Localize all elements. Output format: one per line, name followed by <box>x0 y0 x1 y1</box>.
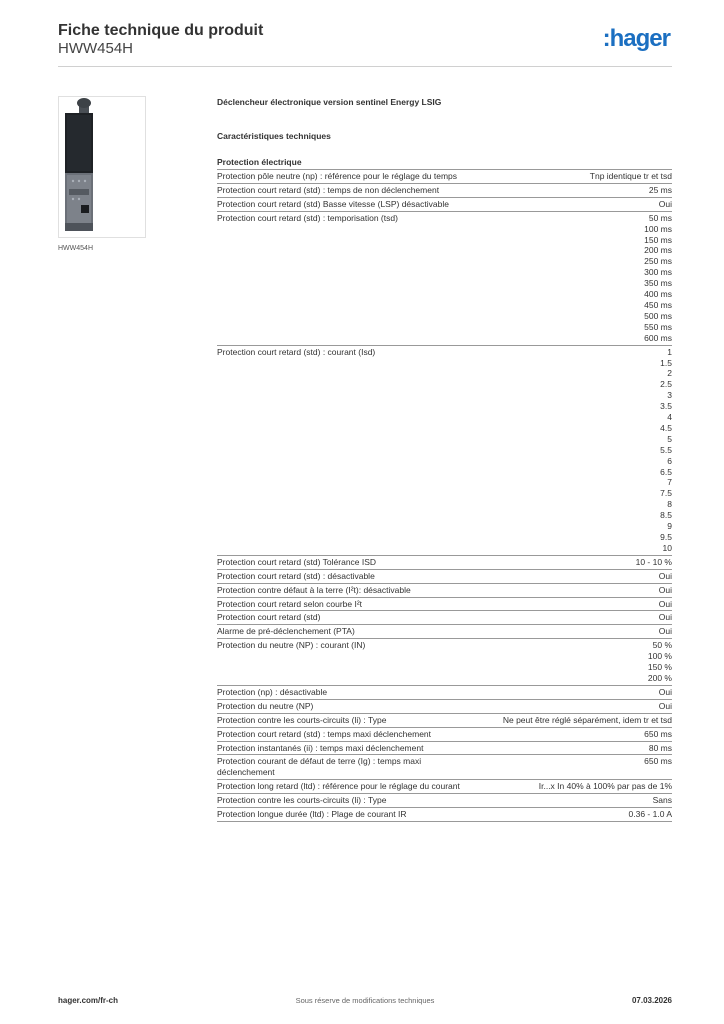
spec-label: Protection courant de défaut de terre (Ig) : temps maxi déclenchement <box>217 756 422 778</box>
svg-text::hager: :hager <box>602 26 670 52</box>
spec-label: Protection court retard (std) : temporisation (tsd) <box>217 212 398 223</box>
spec-value: Oui <box>658 626 672 637</box>
spec-value: 600 ms <box>644 332 672 343</box>
spec-row <box>217 198 672 212</box>
spec-label: Protection court retard (std) Tolérance ISD <box>217 556 377 567</box>
spec-row <box>217 728 672 742</box>
spec-row <box>217 170 672 184</box>
spec-value: 550 ms <box>644 321 672 332</box>
spec-value: 8 <box>667 499 672 510</box>
spec-row <box>217 794 672 808</box>
spec-value: Ne peut être réglé séparément, idem tr et tsd <box>502 714 672 725</box>
spec-label: Protection court retard (std) : temps de non déclenchement <box>217 184 440 195</box>
spec-label: Protection pôle neutre (np) : référence pour le réglage du temps <box>217 171 458 181</box>
spec-value: 9.5 <box>660 532 672 542</box>
spec-value: 2.5 <box>660 379 672 390</box>
spec-label: Protection court retard (std) : désactivable <box>217 570 375 581</box>
spec-values <box>590 171 672 182</box>
spec-row <box>217 808 672 822</box>
spec-value: 450 ms <box>644 299 672 310</box>
spec-values <box>659 599 672 610</box>
spec-row <box>217 625 672 639</box>
spec-value: Oui <box>658 612 672 623</box>
spec-values <box>653 795 672 806</box>
spec-values <box>659 199 672 210</box>
footer-disclaimer: Sous réserve de modifications techniques <box>295 996 435 1005</box>
spec-value: Oui <box>658 598 672 609</box>
spec-value: 2 <box>667 368 672 379</box>
spec-value: 7.5 <box>660 488 672 499</box>
spec-values <box>648 640 672 684</box>
spec-values <box>636 557 672 568</box>
spec-value: Oui <box>658 700 672 711</box>
spec-label: Protection court retard (std) : temps maxi déclenchement <box>217 728 432 739</box>
spec-values <box>659 687 672 698</box>
spec-value: 200 % <box>647 672 672 683</box>
spec-value: 300 ms <box>644 267 672 278</box>
spec-value: 250 ms <box>644 256 672 267</box>
spec-values <box>659 701 672 712</box>
spec-row <box>217 184 672 198</box>
footer-date: 07.03.2026 <box>631 996 672 1005</box>
spec-value: 1.5 <box>660 357 672 368</box>
spec-row <box>217 686 672 700</box>
spec-value: 1 <box>667 346 672 357</box>
product-image <box>58 96 146 238</box>
spec-value: 100 ms <box>644 223 672 234</box>
spec-value: 150 % <box>647 662 672 673</box>
spec-value: 80 ms <box>648 742 672 753</box>
spec-value: 400 ms <box>644 289 672 300</box>
hager-logo <box>582 26 672 52</box>
spec-row <box>217 742 672 756</box>
spec-row <box>217 639 672 686</box>
spec-value: 650 ms <box>644 756 672 767</box>
spec-value: Sans <box>652 795 672 806</box>
image-caption: HWW454H <box>58 245 94 252</box>
spec-row <box>217 714 672 728</box>
spec-label: Protection long retard (ltd) : référence pour le réglage du courant <box>217 781 460 792</box>
product-name: Déclencheur électronique version sentinel Energy LSIG <box>217 97 442 107</box>
spec-value: 8.5 <box>660 510 672 521</box>
spec-row <box>217 556 672 570</box>
spec-label: Protection court retard (std) Basse vitesse (LSP) désactivable <box>217 198 449 209</box>
spec-label: Protection longue durée (ltd) : Plage de courant IR <box>217 809 407 820</box>
spec-value: 3 <box>667 390 672 401</box>
spec-values <box>503 715 672 726</box>
spec-value: Oui <box>658 686 672 697</box>
section-title: Caractéristiques techniques <box>217 131 331 141</box>
spec-value: 10 <box>662 542 672 553</box>
spec-value: 7 <box>667 477 672 488</box>
spec-row <box>217 346 672 556</box>
spec-row <box>217 212 672 346</box>
spec-label: Protection court retard selon courbe I²t <box>217 598 363 609</box>
spec-label: Protection (np) : désactivable <box>217 686 328 697</box>
spec-value: 200 ms <box>644 245 672 256</box>
spec-value: 4 <box>667 412 672 423</box>
product-reference: HWW454H <box>58 40 134 57</box>
spec-label: Protection contre les courts-circuits (li) : Type <box>217 795 387 806</box>
page-title: Fiche technique du produit <box>58 22 264 39</box>
spec-value: Oui <box>658 570 672 581</box>
spec-value: 4.5 <box>660 422 672 433</box>
spec-value: 50 ms <box>648 212 672 223</box>
spec-value: 6 <box>667 455 672 466</box>
spec-label: Protection court retard (std) : courant (Isd) <box>217 346 376 357</box>
spec-value: 500 ms <box>644 310 672 321</box>
spec-value: 150 ms <box>644 234 672 245</box>
spec-values <box>539 781 672 792</box>
spec-values <box>644 756 672 778</box>
spec-value: Tnp identique tr et tsd <box>589 171 672 181</box>
spec-values <box>649 185 672 196</box>
group-title: Protection électrique <box>217 156 672 170</box>
spec-value: 650 ms <box>644 728 672 739</box>
spec-label: Protection du neutre (NP) <box>217 700 314 711</box>
spec-label: Protection instantanés (ii) : temps maxi déclenchement <box>217 742 424 753</box>
spec-label: Protection contre défaut à la terre (I²t): désactivable <box>217 584 411 595</box>
spec-label: Protection du neutre (NP) : courant (IN) <box>217 640 366 651</box>
spec-row <box>217 700 672 714</box>
spec-values <box>659 626 672 637</box>
spec-values <box>659 612 672 623</box>
spec-label: Alarme de pré-déclenchement (PTA) <box>217 626 355 637</box>
page-footer <box>58 990 672 1006</box>
spec-value: 100 % <box>647 651 672 662</box>
spec-label: Protection contre les courts-circuits (li) : Type <box>217 714 387 725</box>
spec-row <box>217 780 672 794</box>
spec-row <box>217 755 672 780</box>
spec-value: Ir...x In 40% à 100% par pas de 1% <box>538 781 672 792</box>
spec-row <box>217 611 672 625</box>
spec-value: 5.5 <box>660 444 672 455</box>
spec-value: 3.5 <box>660 401 672 412</box>
spec-value: 350 ms <box>644 278 672 289</box>
spec-values <box>659 585 672 596</box>
spec-values <box>649 743 672 754</box>
spec-value: 6.5 <box>660 466 672 477</box>
spec-row <box>217 570 672 584</box>
spec-value: Oui <box>658 584 672 595</box>
product-content <box>217 96 672 822</box>
spec-value: 9 <box>667 521 672 532</box>
spec-values <box>629 809 672 820</box>
spec-value: 0.36 - 1.0 A <box>628 809 672 820</box>
footer-website: hager.com/fr-ch <box>58 996 119 1005</box>
spec-values <box>644 729 672 740</box>
spec-label: Protection court retard (std) <box>217 612 321 623</box>
spec-values <box>660 347 672 554</box>
spec-values <box>644 213 672 344</box>
spec-table <box>217 170 672 822</box>
header-divider <box>58 66 672 67</box>
spec-value: 10 - 10 % <box>635 556 672 567</box>
spec-value: 25 ms <box>648 184 672 195</box>
spec-value: Oui <box>658 198 672 209</box>
spec-values <box>659 571 672 582</box>
spec-row <box>217 598 672 612</box>
page-header <box>58 20 672 60</box>
spec-value: 50 % <box>652 640 672 651</box>
spec-value: 5 <box>667 433 672 444</box>
spec-row <box>217 584 672 598</box>
